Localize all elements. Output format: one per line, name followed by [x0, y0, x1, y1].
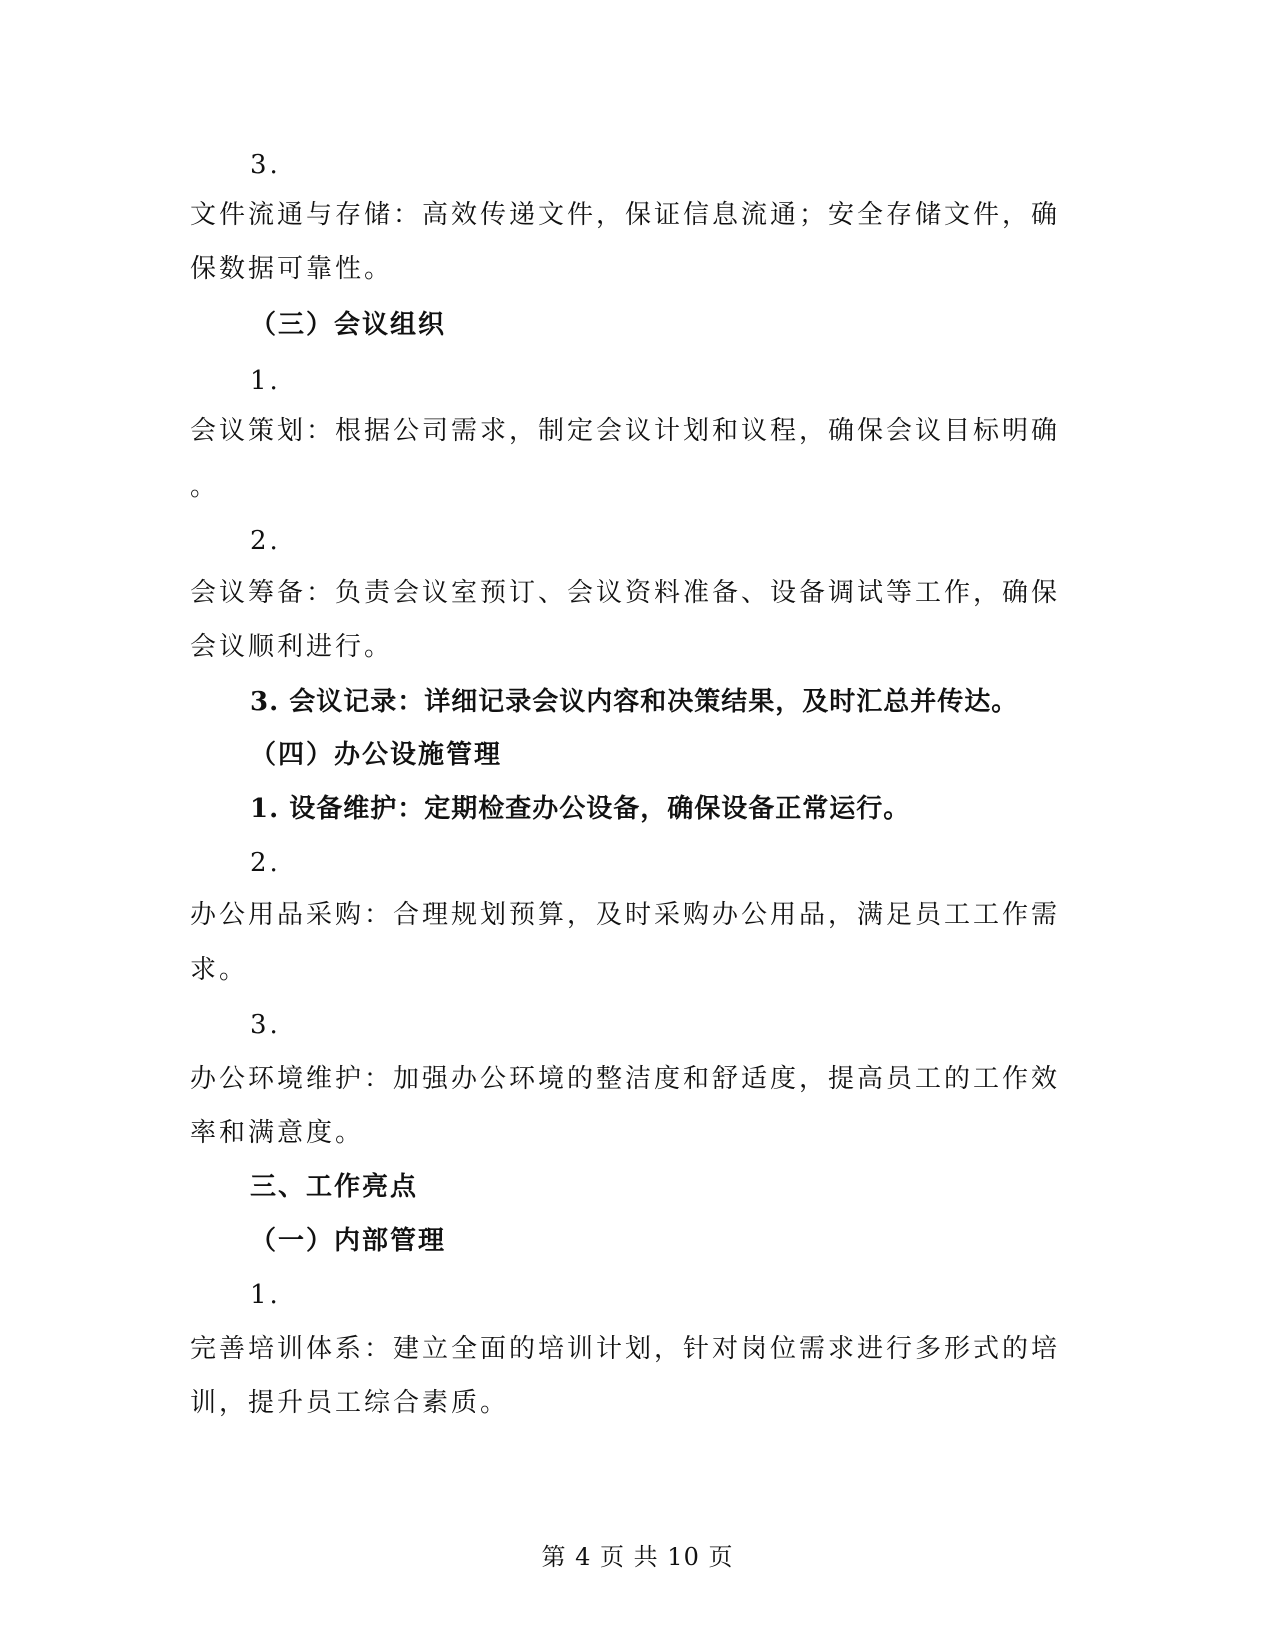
- bold-list-item: 3. 会议记录：详细记录会议内容和决策结果，及时汇总并传达。: [250, 687, 1019, 717]
- paragraph-line: 率和满意度。: [190, 1118, 365, 1148]
- paragraph-line: 求。: [190, 955, 249, 985]
- page-footer: 第 4 页 共 10 页: [541, 1543, 734, 1571]
- section-heading: （三）会议组织: [250, 310, 447, 340]
- list-number: 3.: [250, 150, 281, 180]
- bold-list-item: 1. 设备维护：定期检查办公设备，确保设备正常运行。: [250, 794, 911, 824]
- paragraph-line: 保数据可靠性。: [190, 254, 394, 284]
- chapter-heading: 三、工作亮点: [250, 1172, 419, 1202]
- section-heading: （一）内部管理: [250, 1226, 447, 1256]
- list-number: 3.: [250, 1010, 281, 1040]
- list-number: 1.: [250, 1280, 281, 1310]
- paragraph-line: 会议筹备：负责会议室预订、会议资料准备、设备调试等工作，确保: [190, 578, 1061, 608]
- paragraph-line: 会议策划：根据公司需求，制定会议计划和议程，确保会议目标明确: [190, 416, 1061, 446]
- paragraph-line: 办公用品采购：合理规划预算，及时采购办公用品，满足员工工作需: [190, 900, 1061, 930]
- paragraph-line: 。: [190, 472, 220, 502]
- list-number: 2.: [250, 848, 281, 878]
- section-heading: （四）办公设施管理: [250, 740, 503, 770]
- list-number: 1.: [250, 366, 281, 396]
- paragraph-line: 训，提升员工综合素质。: [190, 1388, 510, 1418]
- paragraph-line: 完善培训体系：建立全面的培训计划，针对岗位需求进行多形式的培: [190, 1334, 1061, 1364]
- list-number: 2.: [250, 526, 281, 556]
- paragraph-line: 会议顺利进行。: [190, 632, 394, 662]
- paragraph-line: 办公环境维护：加强办公环境的整洁度和舒适度，提高员工的工作效: [190, 1064, 1061, 1094]
- paragraph-line: 文件流通与存储：高效传递文件，保证信息流通；安全存储文件，确: [190, 200, 1061, 230]
